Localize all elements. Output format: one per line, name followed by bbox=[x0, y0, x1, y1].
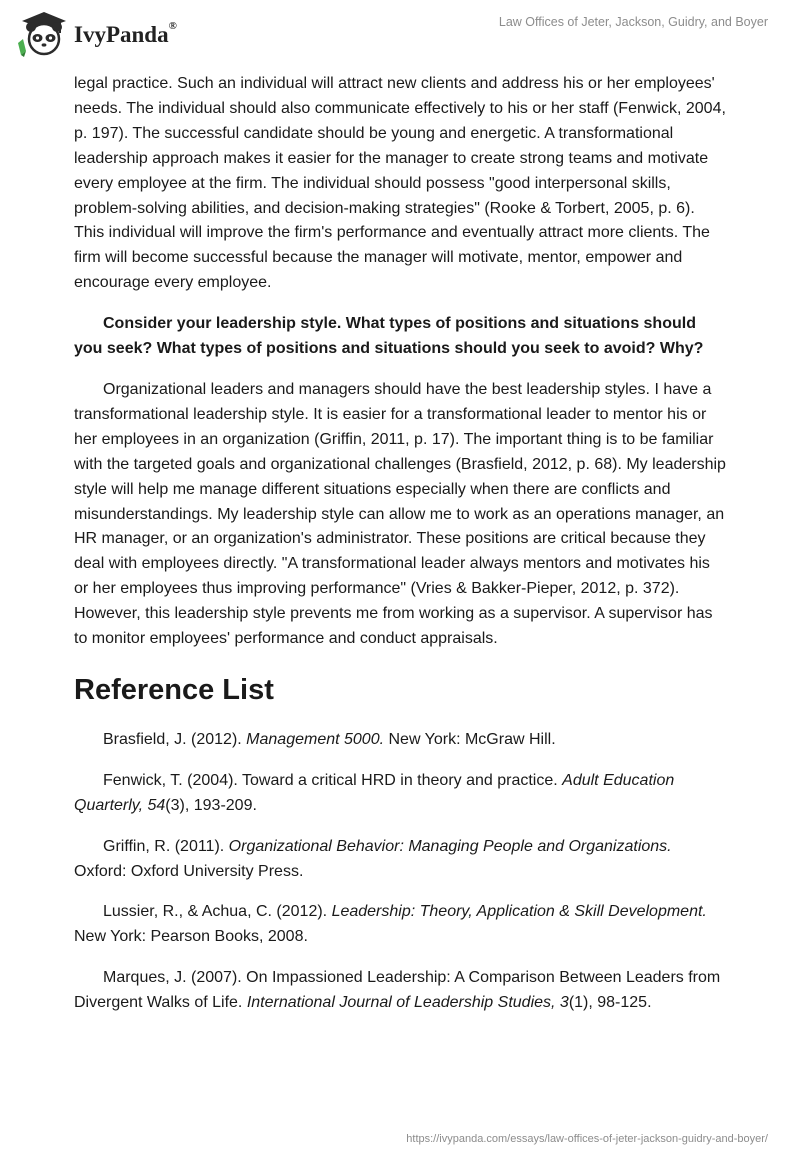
reference-item: Brasfield, J. (2012). Management 5000. New York: McGraw Hill. bbox=[103, 730, 556, 748]
essay-content bbox=[74, 72, 728, 1032]
answer-paragraph: Organizational leaders and managers should have the best leadership styles. I have a transformational leadership style. It is easier for a transformational leader to mentor his or her employees in an organization (Griffin, 2011, p. 17). The important thing is to be familiar with the targeted goals and organizational challenges (Brasfield, 2012, p. 68). My leadership style will help me manage different situations especially when there are conflicts and misunderstandings. My leadership style can allow me to work as an operations manager, an HR manager, or an organization's administrator. These positions are critical because they deal with employees directly. "A transformational leader always mentors and motivates his or her employees thus improving performance" (Vries & Bakker-Pieper, 2012, p. 372). However, this leadership style prevents me from working as a supervisor. A supervisor has to monitor employees' performance and conduct appraisals. bbox=[74, 380, 726, 648]
reference-item: Lussier, R., & Achua, C. (2012). Leadership: Theory, Application & Skill Development. New York: Pearson Books, 2008. bbox=[74, 903, 707, 946]
panda-logo-icon bbox=[14, 9, 70, 57]
ivypanda-logo[interactable] bbox=[14, 9, 177, 57]
reference-list-heading: Reference List bbox=[74, 673, 274, 706]
reference-item: Fenwick, T. (2004). Toward a critical HRD in theory and practice. Adult Education Quarterly, 54(3), 193-209. bbox=[74, 771, 675, 814]
reference-item: Marques, J. (2007). On Impassioned Leadership: A Comparison Between Leaders from Divergent Walks of Life. International Journal of Leadership Studies, 3(1), 98-125. bbox=[74, 969, 721, 1012]
brand-name: IvyPanda® bbox=[74, 20, 177, 47]
source-url[interactable]: https://ivypanda.com/essays/law-offices-of-jeter-jackson-guidry-and-boyer/ bbox=[406, 1133, 768, 1145]
question-heading: Consider your leadership style. What types of positions and situations should you seek? What types of positions and situations should you seek to avoid? Why? bbox=[74, 315, 704, 358]
paragraph-continuation: legal practice. Such an individual will attract new clients and address his or her employees' needs. The individual should also communicate effectively to his or her staff (Fenwick, 2004, p. 197). The successful candidate should be young and energetic. A transformational leadership approach makes it easier for the manager to create strong teams and motivate every employee at the firm. The individual should possess "good interpersonal skills, problem-solving abilities, and decision-making strategies" (Rooke & Torbert, 2005, p. 6). This individual will improve the firm's performance and eventually attract more clients. The firm will become successful because the manager will motivate, mentor, empower and encourage every employee. bbox=[74, 75, 726, 292]
reference-item: Griffin, R. (2011). Organizational Behavior: Managing People and Organizations. Oxford: Oxford University Press. bbox=[74, 837, 672, 880]
page-header bbox=[0, 0, 800, 64]
document-title: Law Offices of Jeter, Jackson, Guidry, and Boyer bbox=[498, 15, 768, 29]
